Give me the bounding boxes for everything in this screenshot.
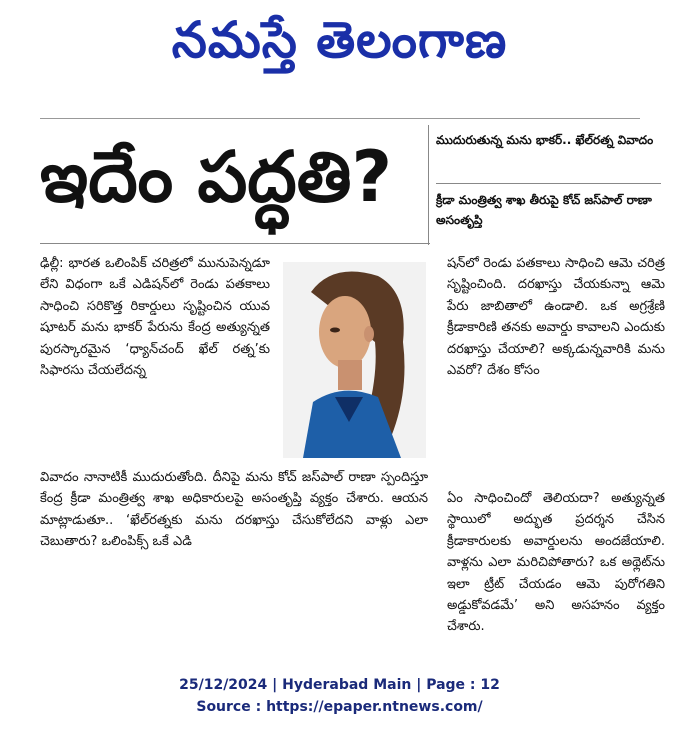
article-paragraph: వివాదం నానాటికీ ముదురుతోంది. దీనిపై మను కోచ్ జస్‌పాల్ రాణా స్పందిస్తూ కేంద్ర క్రీడా మంత్రిత్వ శాఖ అధికారులపై అసంతృప్తి వ్యక్తం చేశారు. ఆయన మాట్లాడుతూ.. ‘ఖేల్‌రత్నకు మను దరఖాస్తు చేసుకోలేదని వాళ్లు ఎలా చెబుతారు? ఒలింపిక్స్ ఒకే ఎడి	[40, 470, 428, 550]
deck-line-1: ముదురుతున్న మను భాకర్.. ఖేల్‌రత్న వివాదం	[436, 133, 654, 147]
article-column-left	[40, 253, 270, 381]
article-paragraph: ఢిల్లీ: భారత ఒలింపిక్ చరిత్రలో మునుపెన్నడూ లేని విధంగా ఒకే ఎడిషన్‌లో రెండు పతకాలు సాధించి సరికొత్త రికార్డులు సృష్టించిన యువ షూటర్ మను భాకర్ పేరును కేంద్ర అత్యున్నత పురస్కారమైన ‘ధ్యాన్‌చంద్ ఖేల్ రత్న’కు సిఫారసు చేయలేదన్న	[40, 256, 270, 379]
headline-underline	[40, 243, 430, 244]
masthead	[0, 0, 679, 92]
headline-divider	[428, 125, 429, 245]
footer-edition-info: 25/12/2024 | Hyderabad Main | Page : 12	[179, 677, 500, 693]
top-rule	[40, 118, 640, 119]
footer	[0, 674, 679, 718]
athlete-photo	[283, 262, 426, 458]
headline: ఇదేం పద్ధతి?	[40, 136, 393, 218]
deck-rule	[436, 183, 661, 184]
newspaper-title: నమస్తే తెలంగాణ	[171, 10, 508, 69]
article-paragraph: షన్‌లో రెండు పతకాలు సాధించి ఆమె చరిత్ర సృష్టించింది. దరఖాస్తు చేయకున్నా ఆమె పేరు జాబితాలో ఉండాలి. ఒక అగ్రశ్రేణి క్రీడాకారిణి తనకు అవార్డు కావాలని ఎందుకు దరఖాస్తు చేయాలి? అక్కడున్నవారికి మను ఎవరో? దేశం కోసం	[447, 256, 665, 379]
article-column-right	[447, 253, 665, 381]
article-column-right-bottom	[447, 488, 665, 638]
article-paragraph: ఏం సాధించిందో తెలియదా? అత్యున్నత స్థాయిలో అద్భుత ప్రదర్శన చేసిన క్రీడాకారులకు అవార్డులను అందజేయాలి. వాళ్లను ఎలా మరిచిపోతారు? ఒక అథ్లెట్‌ను ఇలా ట్రీట్ చేయడం ఆమె పురోగతిని అడ్డుకోవడమే’ అని అసహనం వ్యక్తం చేశారు.	[447, 491, 665, 635]
footer-source-link[interactable]: Source : https://epaper.ntnews.com/	[196, 699, 483, 715]
athlete-photo-image	[283, 262, 426, 458]
deck-line-2: క్రీడా మంత్రిత్వ శాఖ తీరుపై కోచ్ జస్‌పాల్ రాణా అసంతృప్తి	[436, 193, 652, 227]
article-column-left-bottom	[40, 467, 428, 553]
